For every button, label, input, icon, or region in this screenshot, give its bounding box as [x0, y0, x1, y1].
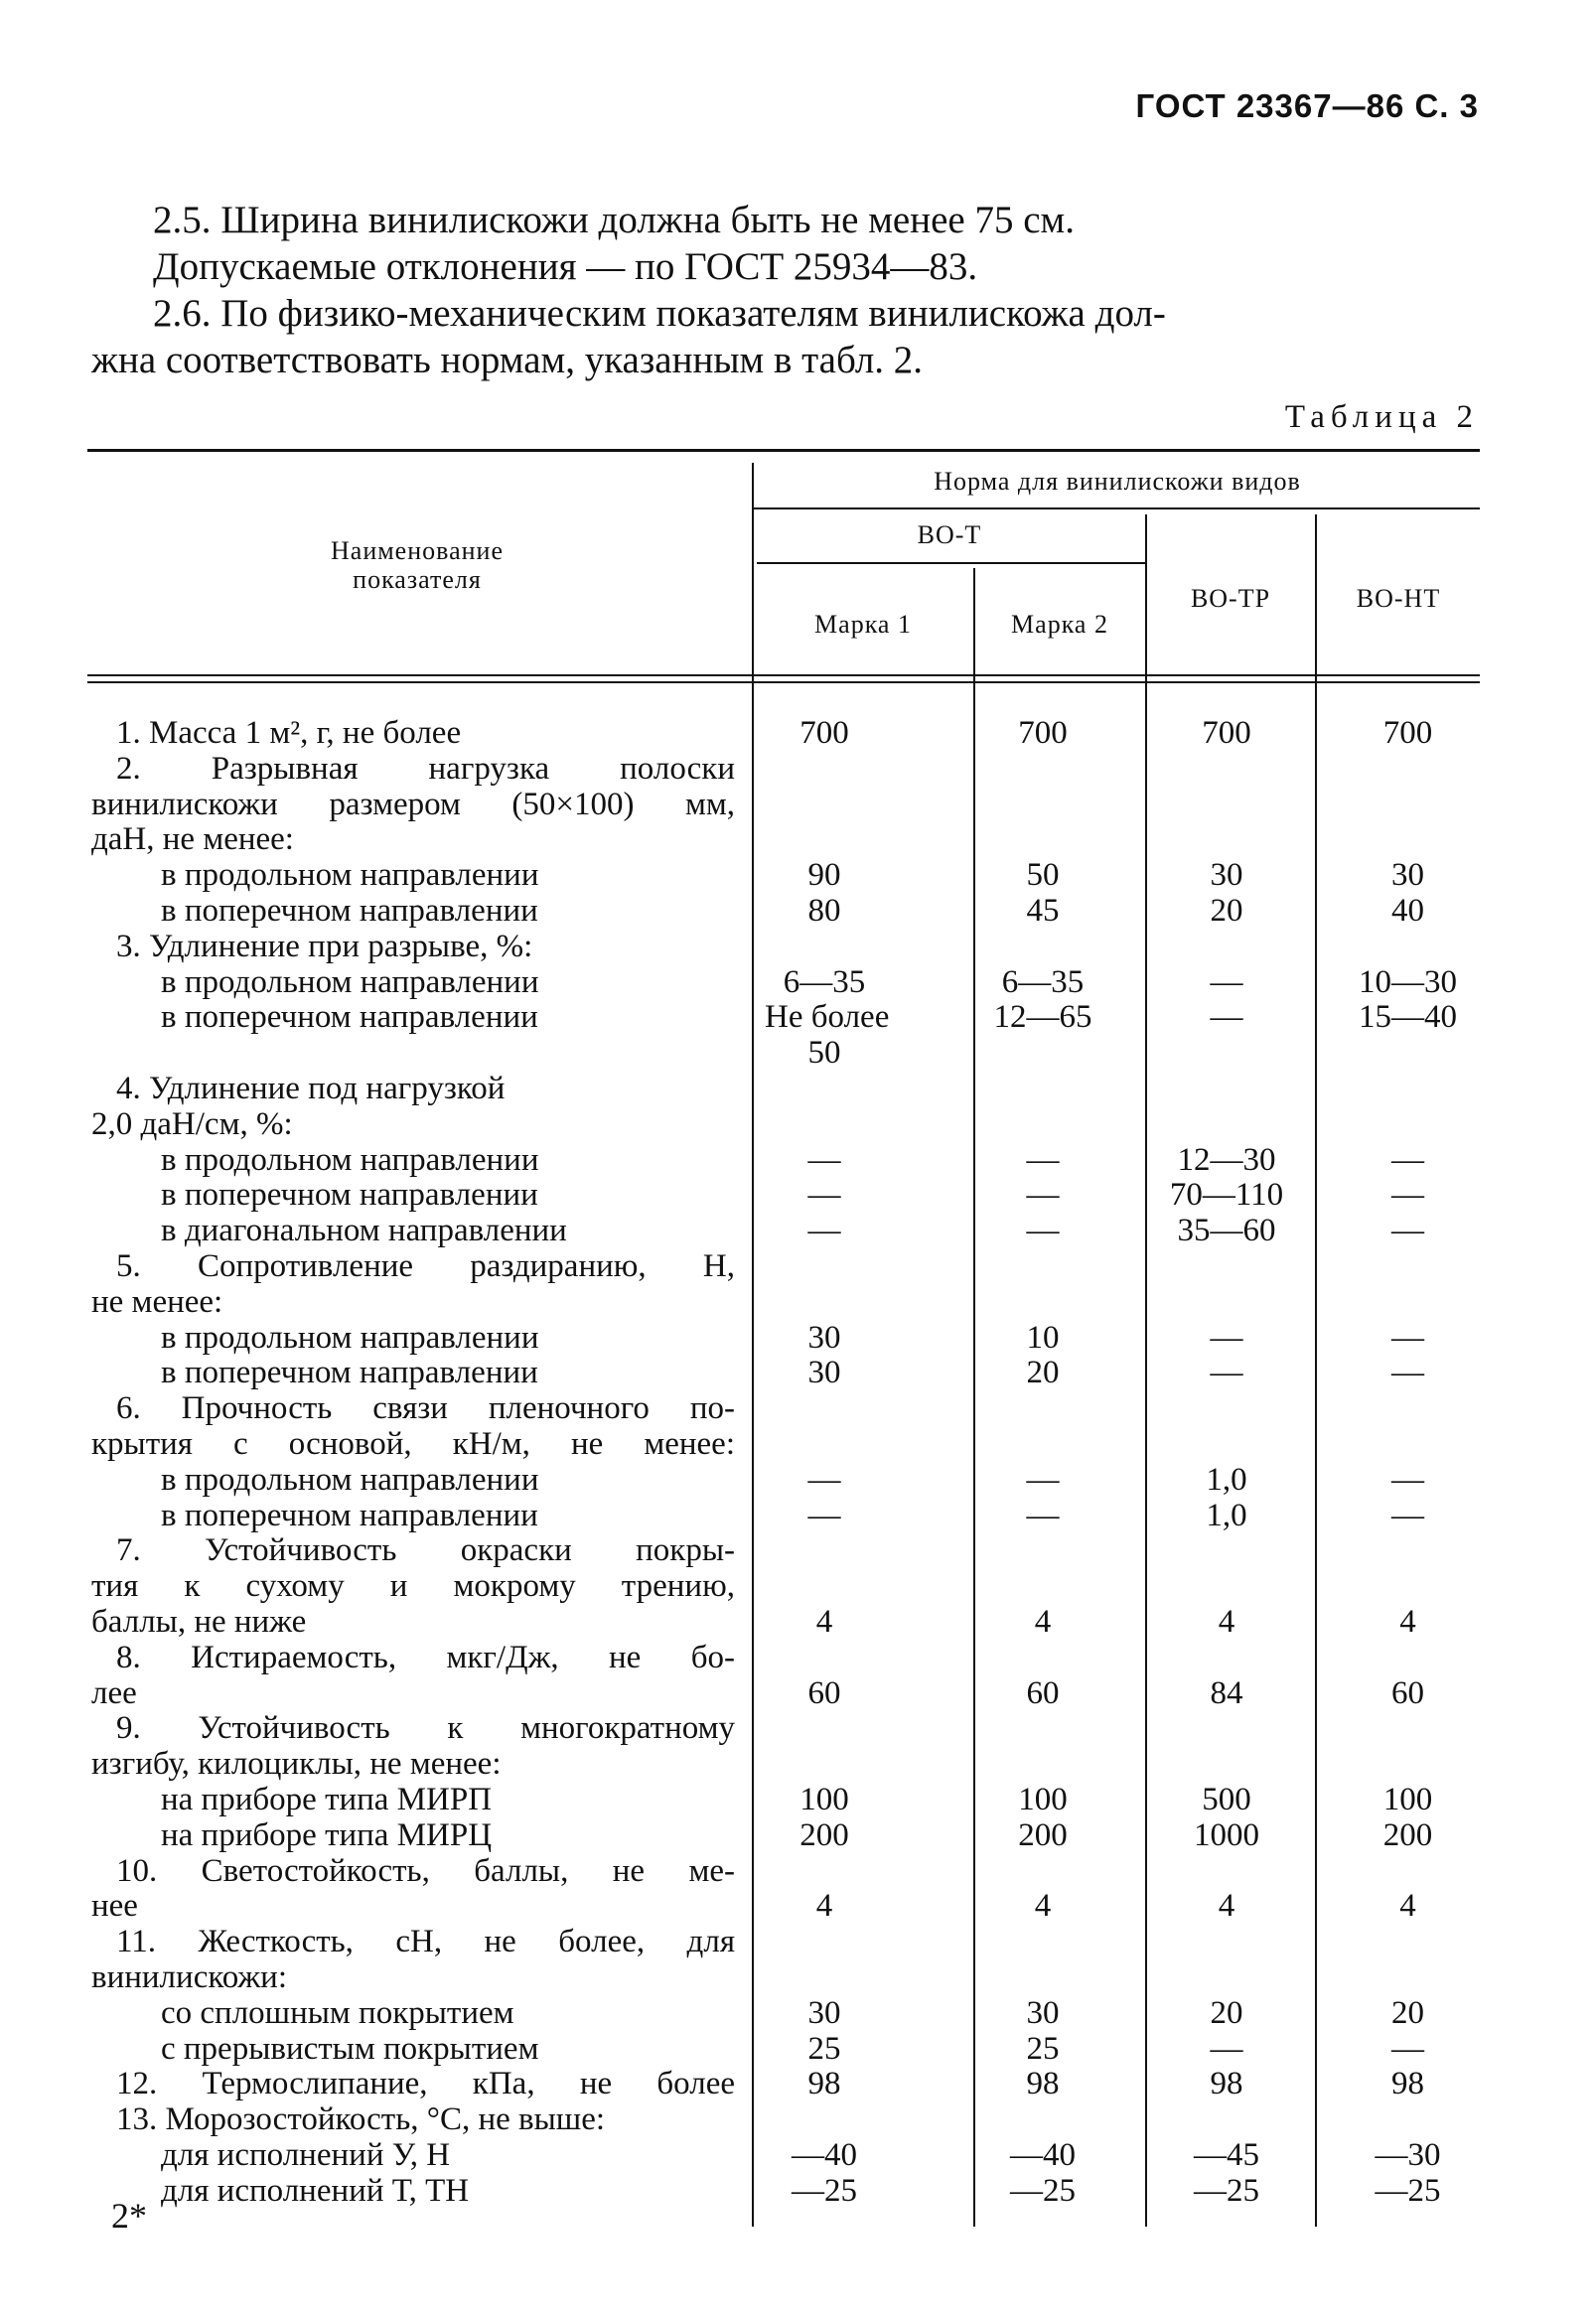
table-row: [0, 2101, 1596, 2137]
row-value-c2: —: [1026, 1213, 1060, 1249]
row-value-c1: 100: [799, 1782, 849, 1817]
row-value-c3: 98: [1210, 2066, 1243, 2102]
row-label: изгибу, килоциклы, не менее:: [91, 1746, 502, 1783]
row-value-c1: 30: [807, 1994, 841, 2031]
table-row: [0, 1959, 1596, 1995]
row-value-c4: 15—40: [1359, 999, 1457, 1036]
table-row: [0, 1995, 1596, 2031]
row-value-c3: 700: [1202, 715, 1251, 751]
table-row: [0, 1284, 1596, 1320]
row-label: не менее:: [91, 1283, 223, 1320]
row-value-c2: —25: [1010, 2172, 1076, 2209]
row-value-c2: 200: [1018, 1816, 1068, 1853]
row-value-c1: —40: [792, 2137, 857, 2173]
table-top-rule: [87, 449, 1480, 452]
header-vo-nt: ВО-НТ: [1356, 584, 1441, 613]
row-label: 8. Истираемость, мкг/Дж, не бо-: [116, 1639, 735, 1675]
table-row: [0, 929, 1596, 964]
row-value-c2: —40: [1010, 2137, 1076, 2173]
table-row: [0, 999, 1596, 1035]
table-row: [0, 1532, 1596, 1568]
table-row: [0, 1710, 1596, 1746]
row-label: 9. Устойчивость к многократному: [116, 1710, 735, 1747]
row-label: лее: [91, 1674, 137, 1711]
row-label: тия к сухому и мокрому трению,: [91, 1568, 735, 1605]
row-label: 10. Светостойкость, баллы, не ме-: [116, 1852, 735, 1889]
row-value-c1: —25: [792, 2172, 857, 2209]
row-value-c3: —: [1210, 1319, 1243, 1356]
row-value-c4: 700: [1382, 715, 1433, 751]
row-label: винилискожи:: [91, 1959, 288, 1995]
row-value-c2: 98: [1026, 2066, 1060, 2102]
row-value-c3: 35—60: [1177, 1213, 1276, 1249]
row-value-c1: 25: [807, 2030, 841, 2067]
row-value-c4: —: [1391, 1461, 1424, 1498]
row-value-c1: 90: [807, 857, 841, 894]
row-value-c1: 30: [807, 1355, 841, 1391]
row-label: в поперечном направлении: [161, 999, 538, 1036]
header-vo-t: ВО-Т: [917, 520, 982, 549]
row-label: в поперечном направлении: [161, 1497, 538, 1533]
row-value-c2: 30: [1026, 1994, 1060, 2031]
row-value-c1: —: [807, 1213, 841, 1249]
header-mark2: Марка 2: [1011, 610, 1108, 639]
row-label: в продольном направлении: [161, 1319, 539, 1356]
table-row: [0, 1248, 1596, 1284]
row-value-c4: —: [1391, 1213, 1424, 1249]
row-value-c1: 200: [799, 1816, 849, 1853]
row-value-c4: —30: [1375, 2137, 1441, 2173]
row-label: 3. Удлинение при разрыве, %:: [116, 928, 533, 964]
row-label: 12. Термослипание, кПа, не более: [116, 2066, 735, 2102]
table-row: [0, 1142, 1596, 1178]
table-row: [0, 1426, 1596, 1462]
row-label: в продольном направлении: [161, 1461, 539, 1498]
row-label: даН, не менее:: [91, 821, 294, 858]
row-value-c2: —: [1026, 1177, 1060, 1214]
row-value-c1: 50: [807, 1035, 841, 1072]
row-label: 7. Устойчивость окраски покры-: [116, 1532, 735, 1569]
table-row: [0, 1746, 1596, 1782]
row-label: винилискожи размером (50×100) мм,: [91, 786, 735, 822]
row-label: на приборе типа МИРП: [161, 1782, 493, 1817]
row-value-c3: —: [1210, 999, 1243, 1036]
row-value-c1: —: [807, 1461, 841, 1498]
row-value-c2: 100: [1018, 1782, 1068, 1817]
header-norm: Норма для винилискожи видов: [934, 467, 1301, 496]
row-label: в продольном направлении: [161, 963, 539, 1000]
row-label: в поперечном направлении: [161, 893, 538, 929]
table-row: [0, 1853, 1596, 1889]
table-row: [0, 1568, 1596, 1604]
row-value-c2: 10: [1026, 1319, 1060, 1356]
row-label: 1. Масса 1 м², г, не более: [116, 715, 462, 751]
row-label: для исполнений У, Н: [161, 2137, 451, 2173]
row-value-c2: 20: [1026, 1355, 1060, 1391]
row-label: для исполнений Т, ТН: [161, 2172, 470, 2209]
row-value-c4: 100: [1382, 1782, 1433, 1817]
row-value-c4: 98: [1391, 2066, 1424, 2102]
row-value-c3: —: [1210, 963, 1243, 1000]
row-value-c2: 25: [1026, 2030, 1060, 2067]
row-label: 11. Жесткость, сН, не более, для: [116, 1924, 735, 1960]
row-value-c4: 20: [1391, 1994, 1424, 2031]
clause-2-5-tolerance: Допускаемые отклонения — по ГОСТ 25934—83.: [153, 245, 978, 288]
clause-2-5: 2.5. Ширина винилискожи должна быть не менее 75 см.: [153, 199, 1075, 241]
table-row: [0, 715, 1596, 751]
row-value-c4: —25: [1375, 2172, 1441, 2209]
row-value-c4: 4: [1399, 1604, 1416, 1640]
table-row: [0, 1675, 1596, 1711]
table-row: [0, 1640, 1596, 1675]
table-row: [0, 751, 1596, 787]
header-double-rule-2: [87, 681, 1480, 683]
row-value-c2: —: [1026, 1461, 1060, 1498]
row-value-c3: 1,0: [1206, 1497, 1247, 1533]
row-value-c2: —: [1026, 1497, 1060, 1533]
table-row: [0, 1035, 1596, 1071]
table-row: [0, 1924, 1596, 1959]
row-value-c4: 40: [1391, 893, 1424, 929]
header-rule-norm: [752, 507, 1480, 509]
row-value-c3: 12—30: [1177, 1141, 1276, 1178]
row-value-c3: 4: [1218, 1604, 1235, 1640]
table-row: [0, 1213, 1596, 1248]
row-value-c2: —: [1026, 1141, 1060, 1178]
row-value-c1: —: [807, 1497, 841, 1533]
clause-2-6-line2: жна соответствовать нормам, указанным в табл. 2.: [91, 339, 924, 381]
row-value-c4: 60: [1391, 1674, 1424, 1711]
table-row: [0, 2137, 1596, 2173]
table-row: [0, 2066, 1596, 2101]
row-value-c2: 4: [1034, 1604, 1052, 1640]
table-row: [0, 1817, 1596, 1853]
row-value-c2: 45: [1026, 893, 1060, 929]
table-row: [0, 1390, 1596, 1426]
row-value-c1: 4: [815, 1888, 833, 1925]
row-label: в продольном направлении: [161, 857, 539, 894]
row-value-c4: —: [1391, 2030, 1424, 2067]
row-value-c3: —25: [1194, 2172, 1259, 2209]
row-value-c4: 200: [1382, 1816, 1433, 1853]
row-value-c2: 50: [1026, 857, 1060, 894]
row-value-c1: 98: [807, 2066, 841, 2102]
row-label: баллы, не ниже: [91, 1604, 307, 1640]
row-value-c1: 6—35: [783, 963, 866, 1000]
row-value-c4: —: [1391, 1177, 1424, 1214]
row-label: крытия с основой, кН/м, не менее:: [91, 1426, 735, 1462]
table-row: [0, 1462, 1596, 1498]
row-value-c3: 20: [1210, 893, 1243, 929]
intro-text: [91, 197, 1482, 383]
row-value-c2: 12—65: [993, 999, 1092, 1036]
row-value-c3: 500: [1202, 1782, 1251, 1817]
table-row: [0, 1355, 1596, 1390]
row-label: 4. Удлинение под нагрузкой: [116, 1071, 506, 1106]
table-row: [0, 893, 1596, 929]
row-value-c3: 1,0: [1206, 1461, 1247, 1498]
row-label: 6. Прочность связи пленочного по-: [116, 1390, 735, 1427]
table-row: [0, 964, 1596, 1000]
row-value-c1: 4: [815, 1604, 833, 1640]
row-value-c1: —: [807, 1141, 841, 1178]
row-value-c3: 84: [1210, 1674, 1243, 1711]
row-value-c3: 70—110: [1169, 1177, 1284, 1214]
table-row: [0, 2173, 1596, 2209]
row-value-c4: 4: [1399, 1888, 1416, 1925]
header-rule-vot: [757, 562, 1146, 564]
row-value-c3: 1000: [1194, 1816, 1259, 1853]
row-value-c4: —: [1391, 1319, 1424, 1356]
header-mark1: Марка 1: [814, 610, 912, 639]
row-value-c1: 700: [799, 715, 849, 751]
table-row: [0, 1604, 1596, 1640]
header-double-rule-1: [87, 674, 1480, 676]
row-value-c3: —45: [1194, 2137, 1259, 2173]
clause-2-6-line1: 2.6. По физико-механическим показателям винилискожа дол-: [153, 292, 1166, 335]
row-value-c4: —: [1391, 1355, 1424, 1391]
table-row: [0, 821, 1596, 857]
row-label: 2. Разрывная нагрузка полоски: [116, 750, 735, 787]
row-label: в диагональном направлении: [161, 1213, 567, 1249]
table-row: [0, 787, 1596, 822]
row-value-c2: 60: [1026, 1674, 1060, 1711]
table-row: [0, 1177, 1596, 1213]
row-label: с прерывистым покрытием: [161, 2030, 539, 2067]
row-value-c1: 60: [807, 1674, 841, 1711]
row-value-c4: 30: [1391, 857, 1424, 894]
row-label: на приборе типа МИРЦ: [161, 1816, 493, 1853]
row-value-c3: 4: [1218, 1888, 1235, 1925]
header-vo-tr: ВО-ТР: [1190, 584, 1271, 613]
table-row: [0, 857, 1596, 893]
table-caption: Таблица 2: [1284, 399, 1479, 435]
row-value-c2: 4: [1034, 1888, 1052, 1925]
row-label: 5. Сопротивление раздиранию, Н,: [116, 1248, 735, 1284]
page-header: ГОСТ 23367—86 С. 3: [1135, 87, 1479, 124]
page-footer: 2*: [111, 2196, 147, 2236]
row-value-c1: Не более: [765, 999, 890, 1036]
table-row: [0, 1498, 1596, 1533]
row-value-c3: 20: [1210, 1994, 1243, 2031]
row-label: 2,0 даН/см, %:: [91, 1105, 293, 1142]
table-row: [0, 1782, 1596, 1817]
row-value-c2: 700: [1018, 715, 1068, 751]
row-value-c3: —: [1210, 1355, 1243, 1391]
row-value-c1: —: [807, 1177, 841, 1214]
row-value-c4: —: [1391, 1497, 1424, 1533]
row-value-c4: 10—30: [1359, 963, 1457, 1000]
row-value-c3: —: [1210, 2030, 1243, 2067]
table-row: [0, 1071, 1596, 1106]
row-label: нее: [91, 1888, 138, 1925]
row-value-c1: 80: [807, 893, 841, 929]
row-value-c1: 30: [807, 1319, 841, 1356]
header-name-col: Наименование показателя: [331, 536, 504, 594]
row-label: в поперечном направлении: [161, 1355, 538, 1391]
row-label: 13. Морозостойкость, °С, не выше:: [116, 2101, 606, 2138]
row-label: в поперечном направлении: [161, 1177, 538, 1214]
table-row: [0, 1320, 1596, 1356]
row-label: в продольном направлении: [161, 1141, 539, 1178]
table-row: [0, 1106, 1596, 1142]
row-label: со сплошным покрытием: [161, 1994, 514, 2031]
table-row: [0, 2031, 1596, 2067]
row-value-c3: 30: [1210, 857, 1243, 894]
row-value-c2: 6—35: [1001, 963, 1085, 1000]
table-row: [0, 1888, 1596, 1924]
row-value-c4: —: [1391, 1141, 1424, 1178]
